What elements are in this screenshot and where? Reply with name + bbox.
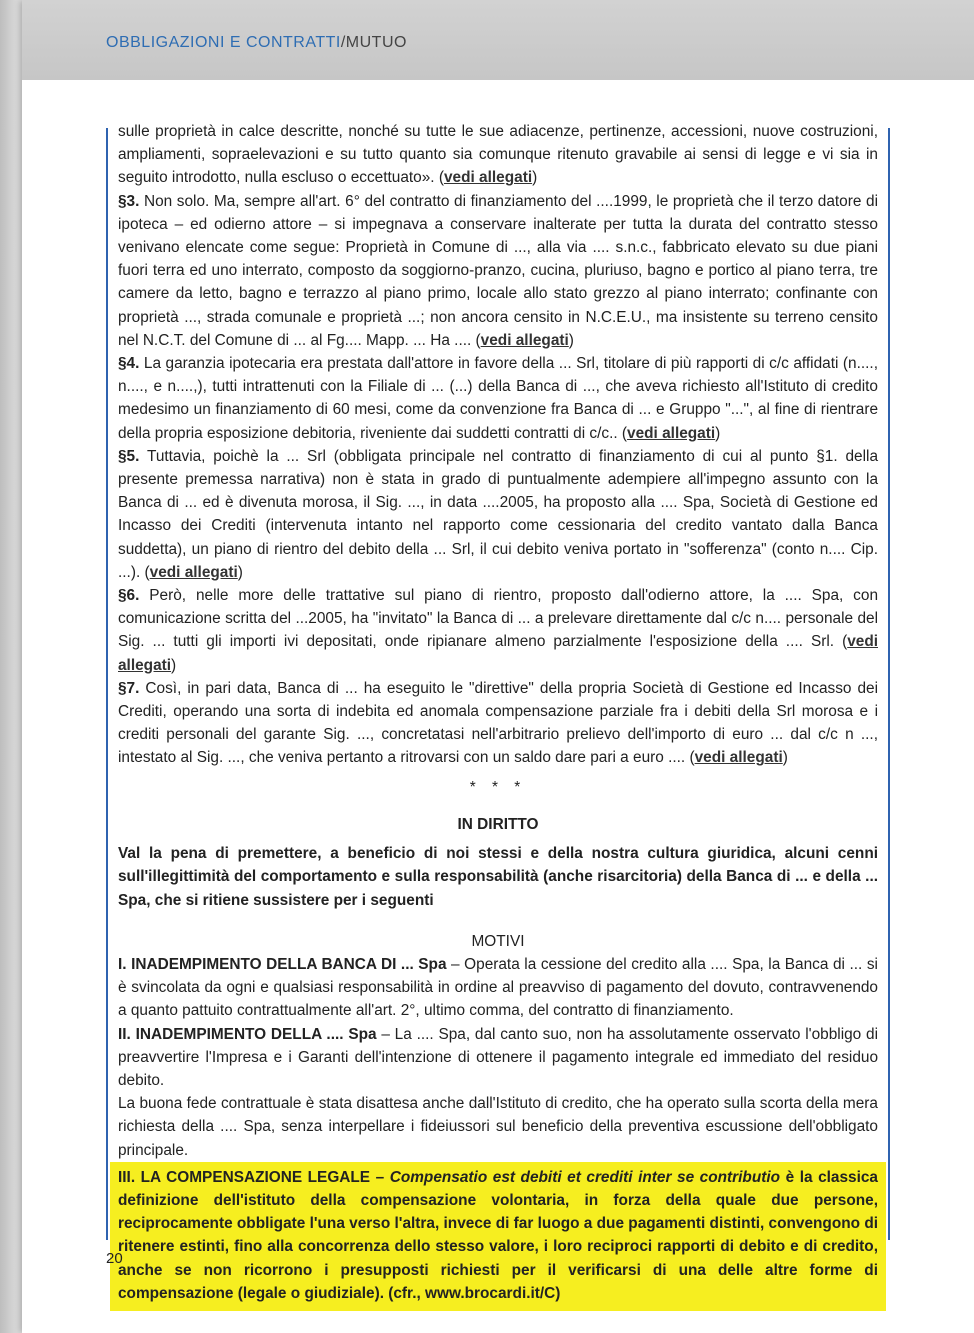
running-header — [22, 0, 974, 80]
paragraph-4: §4. La garanzia ipotecaria era prestata dall'attore in favore della ... Srl, titolare di più rapporti di c/c affidati (n...., n...., e n....,), tutti intrattenuti con la Filiale di ... (...) della Banca di ..., che aveva richiesto all'Istituto di credito medesimo un finanziamento di 60 mesi, come da convenzione fra Banca di ... e Gruppo "...", al fine di rientrare della propria esposizione debitoria, riveniente dai suddetti contratti di c/c.. (vedi allegati) — [118, 355, 878, 442]
vedi-allegati-link[interactable]: vedi allegati — [627, 424, 716, 442]
paragraph-continuation: sulle proprietà in calce descritte, nonché su tutte le sue adiacenze, pertinenze, accessioni, nuove costruzioni, ampliamenti, sopraelevazioni e su tutto quanto sia comunque ritenuto gravabile ai sensi di legge e vi sia in seguito introdotto, nulla escluso o eccettuato». (vedi allegati) — [118, 123, 878, 187]
vedi-allegati-link[interactable]: vedi allegati — [443, 169, 533, 187]
diritto-intro: Val la pena di premettere, a beneficio di noi stessi e della nostra cultura giuridica, alcuni cenni sull'illegittimità del comportamento e sulla responsabilità (anche risarcitoria) della Banca di ... e della ... Spa, che si ritiene sussistere per i seguenti — [118, 845, 878, 909]
left-rule — [106, 128, 108, 1240]
header-separator: / — [340, 34, 346, 51]
header-section: OBBLIGAZIONI E CONTRATTI — [106, 34, 341, 51]
paragraph-5: §5. Tuttavia, poichè la ... Srl (obbligata principale nel contratto di finanziamento di cui al punto §1. della presente premessa narrativa) non è stata in grado di puntualmente adempiere all'impegno assunto con la Banca di ... ed è divenuta morosa, il Sig. ..., in data ....2005, ha proposto alla .... Spa, Società di Gestione ed Incasso dei Crediti (intervenuta intanto nel rapporto come cessionaria del credito vantato dalla Banca suddetta), un piano di rientro del debito della ... Srl, il cui debito veniva portato in "sofferenza" (conto n.... Cip. ...). (vedi allegati) — [118, 447, 878, 581]
motivo-heading: I. INADEMPIMENTO DELLA BANCA DI ... Spa — [118, 955, 447, 973]
paragraph-3: §3. Non solo. Ma, sempre all'art. 6° del contratto di finanziamento del ....1999, le proprietà che il terzo datore di ipoteca – ed odierno attore – si impegnava a conservare inalterate per tutta la durata del contratto stesso venivano elencate come segue: Proprietà in Comune di ..., alla via .... s.n.c., fabbricato elevato su due piani fuori terra ed uno interrato, composto da soggiorno-pranzo, cucina, pluriuso, bagno e portico al piano terra, tre camere da letto, bagno e terrazzo al piano primo, locale allo stato grezzo al piano interrato; confinante con proprietà ..., strada comunale e proprietà ...; non ancora censito in N.C.E.U., ma insistente su terreno censito nel N.C.T. del Comune di ... al Fg.... Mapp. ... Ha .... (vedi allegati) — [118, 192, 878, 349]
header-title — [106, 34, 407, 52]
motivo-2: II. INADEMPIMENTO DELLA .... Spa – La .... Spa, dal canto suo, non ha assolutamente osservato l'obbligo di preavvertire l'Impresa e i Garanti dell'intenzione di ottenere il pagamento integrale ed immediato del residuo debito. — [118, 1025, 878, 1089]
section-number: §4. — [118, 355, 140, 373]
right-rule — [888, 128, 890, 1240]
section-number: §6. — [118, 587, 140, 605]
paragraph-6: §6. Però, nelle more delle trattative sul piano di rientro, proposto dall'odierno attore, la .... Spa, con comunicazione scritta del ...2005, ha "invitato" la Banca di ... a prelevare direttamente dal c/c n.... personale del Sig. ... tutti gli importi ivi depositati, onde ripianare almeno parzialmente l'esposizione della .... Srl. (vedi allegati) — [118, 587, 878, 674]
page-number: 20 — [106, 1250, 123, 1267]
heading-in-diritto: IN DIRITTO — [457, 815, 539, 833]
vedi-allegati-link[interactable]: vedi allegati — [694, 749, 783, 767]
section-number: §5. — [118, 447, 140, 465]
motivo-3-highlighted: III. LA COMPENSAZIONE LEGALE – Compensatio est debiti et crediti inter se contributio è la classica definizione dell'istituto della compensazione volontaria, in forza della quale due persone, reciprocamente obbligate l'una verso l'altra, invece di far luogo a due pagamenti distinti, convengono di ritenere estinti, fino alla concorrenza dello stesso valore, i loro reciproci rapporti di debito e di credito, anche se non ricorrono i presupposti richiesti per il verificarsi di una delle altre forme di compensazione (legale o giudiziale). (cfr., www.brocardi.it/C) — [110, 1162, 886, 1311]
vedi-allegati-link[interactable]: vedi allegati — [118, 633, 878, 674]
section-divider-stars: * * * — [469, 778, 527, 796]
heading-motivi: MOTIVI — [471, 932, 525, 950]
motivo-1: I. INADEMPIMENTO DELLA BANCA DI ... Spa – Operata la cessione del credito alla .... Spa, la Banca di ... si è svincolata da ogni e qualsiasi responsabilità in ordine al preavviso di pagamento del dovuto, contravvenendo a quanto pattuito contrattualmente all'art. 2°, ultimo comma, del contratto di finanziamento. — [118, 955, 878, 1020]
motivo-heading: III. LA COMPENSAZIONE LEGALE – — [118, 1168, 390, 1186]
section-number: §3. — [118, 192, 140, 210]
vedi-allegati-link[interactable]: vedi allegati — [149, 563, 238, 581]
page — [22, 0, 974, 1333]
document-body — [118, 120, 878, 1311]
motivo-2-continuation: La buona fede contrattuale è stata disattesa anche dall'Istituto di credito, che ha operato sulla scorta della mera richiesta della .... Spa, senza interpellare i fideiussori sul beneficio della preventiva escussione dell'obbligato principale. — [118, 1095, 878, 1159]
latin-maxim: Compensatio est debiti et crediti inter se contributio — [389, 1168, 781, 1186]
section-number: §7. — [118, 679, 140, 697]
vedi-allegati-link[interactable]: vedi allegati — [480, 331, 569, 349]
paragraph-7: §7. Così, in pari data, Banca di ... ha eseguito le "direttive" della propria Società di Gestione ed Incasso dei Crediti, operando una sorta di indebita ed anomala compensazione parziale fra i debiti della Srl morosa e i crediti personali del garante Sig. ..., concretatasi nell'arbitrario prelievo dell'importo di euro ... dal c/c n ..., intestato al Sig. ..., che veniva pertanto a ritrovarsi con un saldo dare pari a euro .... (vedi allegati) — [118, 679, 878, 767]
header-subsection: MUTUO — [345, 34, 407, 51]
motivo-heading: II. INADEMPIMENTO DELLA .... Spa — [118, 1025, 377, 1043]
